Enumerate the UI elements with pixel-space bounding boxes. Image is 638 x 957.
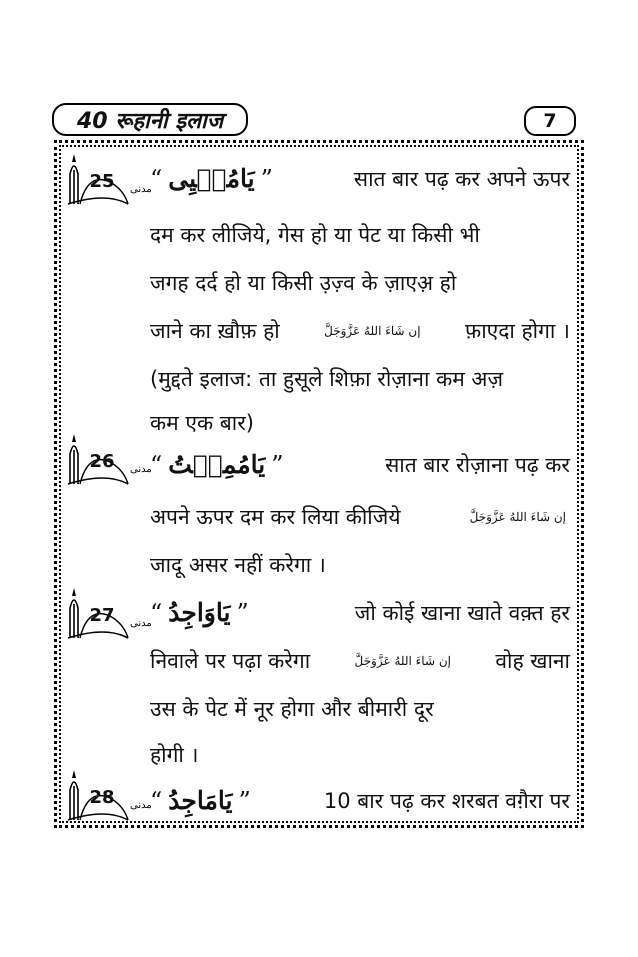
svg-text:مدنی: مدنی [130,464,152,475]
svg-text:مدنی: مدنی [130,800,152,811]
remedy-number: 27 [89,605,115,626]
remedy-number: 25 [89,171,115,192]
quote-open: “ [150,599,163,627]
text-line [150,310,570,352]
remedy-heading-27 [150,592,570,634]
page-number: 7 [524,106,576,136]
text-line: उस के पेट में नूर होगा और बीमारी दूर [150,697,434,721]
text-segment: अपने ऊपर दम कर लिया कीजिये [150,505,401,529]
text-line: कम एक बार) [150,411,254,435]
text-line [150,496,570,538]
divine-name-arabic: يَامُحۡيِی [168,164,255,193]
text-line: जादू असर नहीं करेगा । [150,553,326,577]
remedy-heading-25 [150,158,570,200]
quote-open: “ [150,787,163,815]
text-line: सात बार पढ़ कर अपने ऊपर [353,167,570,191]
quote-close: ” [271,451,284,479]
insha-allah-phrase: إن شَاءَ اللهُ عَزَّوَجَلَّ [324,324,421,338]
quote-close: ” [236,599,249,627]
svg-text:مدنی: مدنی [130,184,152,195]
text-segment: फ़ाएदा होगा । [465,319,570,343]
remedy-badge-27 [66,586,152,642]
remedy-heading-26 [150,444,570,486]
remedy-badge-25 [66,152,152,208]
remedy-heading-28 [150,780,570,822]
text-segment: जाने का ख़ौफ़ हो [150,319,280,343]
remedy-number: 28 [89,787,115,808]
text-line: (मुद्दते इलाज: ता हुसूले शिफ़ा रोज़ाना कम अज़ [150,367,504,391]
text-line: सात बार रोज़ाना पढ़ कर [385,453,570,477]
insha-allah-phrase: إن شَاءَ اللهُ عَزَّوَجَلَّ [469,510,566,524]
text-line: दम कर लीजिये, गेस हो या पेट या किसी भी [150,223,480,247]
divine-name-arabic: يَامُمِيۡتُ [168,450,266,479]
book-title: 40 रूहानी इलाज [52,103,248,136]
remedy-badge-26 [66,432,152,488]
text-segment: वोह खाना [495,649,570,673]
svg-text:مدنی: مدنی [130,618,152,629]
text-line: जो कोई खाना खाते वक़्त हर [354,601,570,625]
text-line: जगह दर्द हो या किसी उ़ज़्व के ज़ाएअ़ हो [150,271,457,295]
divine-name-arabic: يَاوَاجِدُ [168,598,231,627]
text-segment: निवाले पर पढ़ा करेगा [150,649,311,673]
remedy-number: 26 [89,451,115,472]
text-line [150,640,570,682]
insha-allah-phrase: إن شَاءَ اللهُ عَزَّوَجَلَّ [354,654,451,668]
quote-close: ” [260,165,273,193]
text-line: 10 बार पढ़ कर शरबत वग़ैरा पर [323,789,570,813]
text-line: होगी । [150,743,199,767]
quote-open: “ [150,451,163,479]
quote-close: ” [238,787,251,815]
divine-name-arabic: يَامَاجِدُ [168,786,233,815]
quote-open: “ [150,165,163,193]
remedy-badge-28 [66,768,152,824]
